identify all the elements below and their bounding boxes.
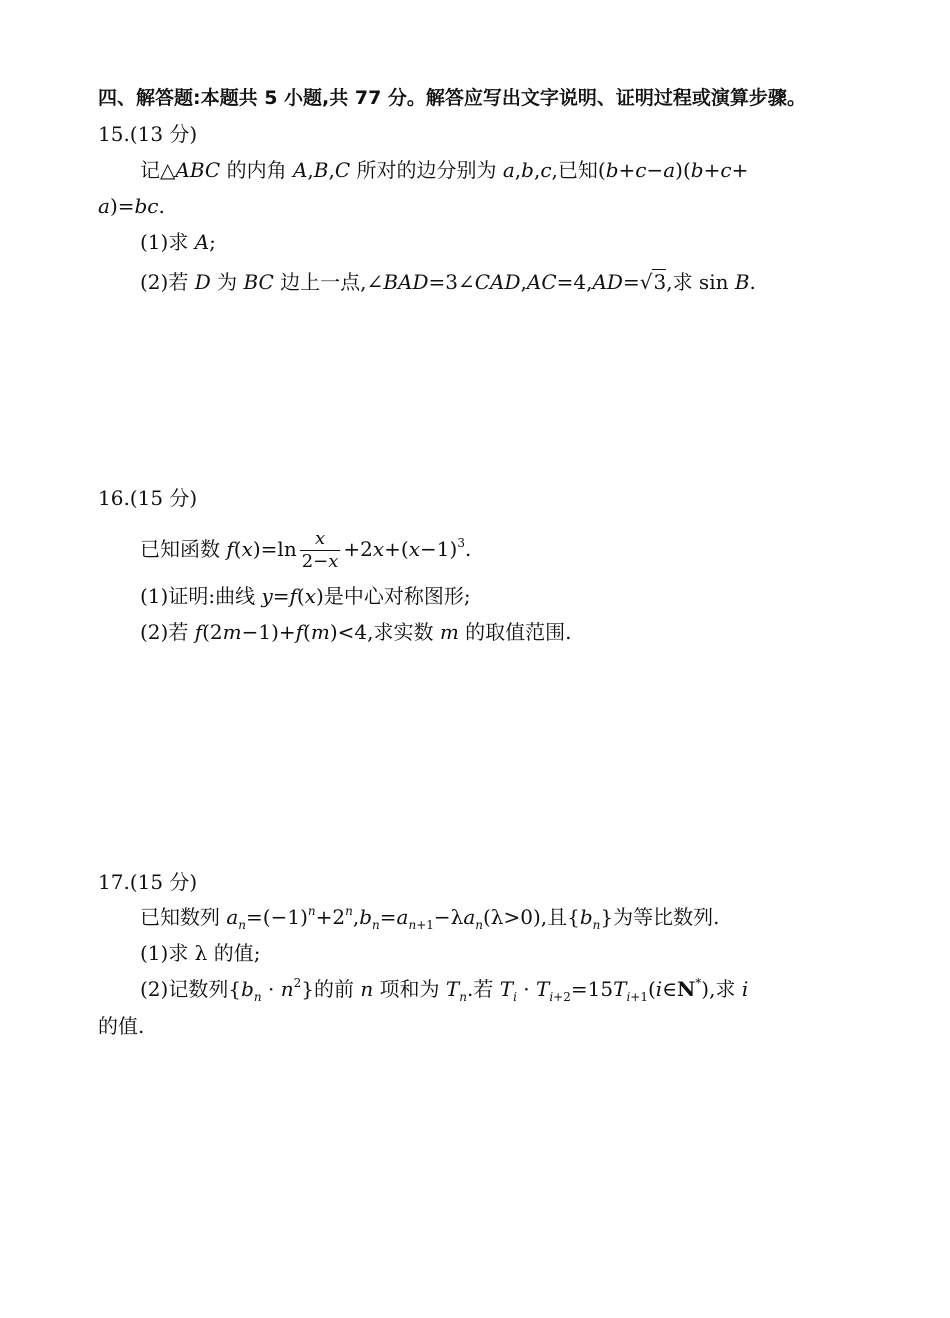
problem-15-header: 15.(13 分)	[98, 122, 198, 146]
problem-15-statement: 记△ABC 的内角 A,B,C 所对的边分别为 a,b,c,已知(b+c−a)(b+c+	[140, 158, 749, 182]
section-heading: 四、解答题:本题共 5 小题,共 77 分。解答应写出文字说明、证明过程或演算步骤。	[98, 87, 806, 109]
problem-15-statement-cont: a)=bc.	[98, 194, 165, 218]
problem-17-part-2: (2)记数列$\{b_n \cdot n^2\}$的前 n 项和为 $T_n$.若 $T_i$ · $T_{i+2}=15T_{i+1}(i\in N^*)$,求 i	[140, 976, 749, 1004]
problem-16-header: 16.(15 分)	[98, 486, 198, 510]
problem-16-part-1: (1)证明:曲线 y=f(x)是中心对称图形;	[140, 584, 471, 608]
problem-17-part-1: (1)求 λ 的值;	[140, 941, 261, 965]
problem-16-part-2: (2)若 f(2m−1)+f(m)<4,求实数 m 的取值范围.	[140, 620, 572, 644]
problem-15-part-1: (1)求 A;	[140, 230, 216, 254]
problem-17-header: 17.(15 分)	[98, 870, 198, 894]
fraction: $\frac{x}{2-x}$	[301, 528, 339, 572]
problem-16-statement: 已知函数 f(x)=ln $\frac{x}{2-x}$ $+2x+(x-1)^3$.	[140, 528, 472, 572]
problem-17-part-2-cont: 的值.	[98, 1014, 145, 1038]
problem-17-statement: 已知数列 $a_n=(-1)^n+2^n,b_n=a_{n+1}-\lambda a_n(\lambda>0)$,且$\{b_n\}$为等比数列.	[140, 904, 720, 932]
problem-15-part-2: (2)若 D 为 BC 边上一点,∠BAD=3∠CAD,AC=4,AD=√3,求 sin B.	[140, 270, 756, 294]
